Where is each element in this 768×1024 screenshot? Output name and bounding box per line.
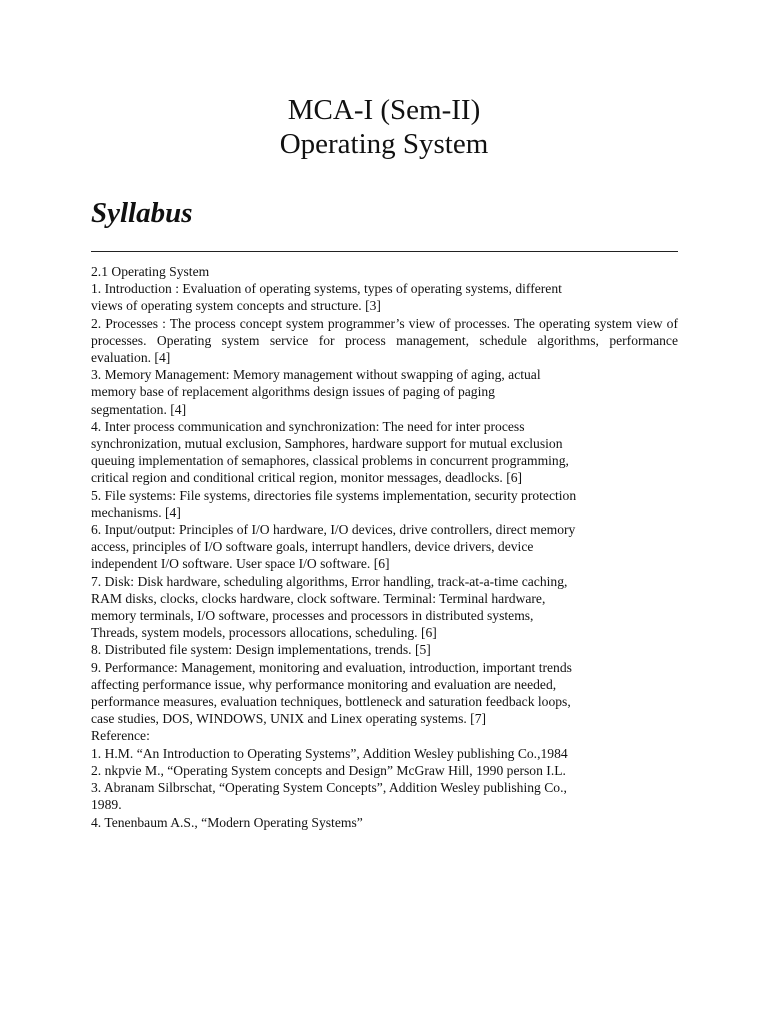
text-line: views of operating system concepts and structure. [3] <box>91 298 381 314</box>
text-paragraph-processes: 2. Processes : The process concept system programmer’s view of processes. The operating system view of processes. Operating system service for process management, schedule algorithms, performance evaluation. [4] <box>91 315 678 366</box>
reference-item: 2. nkpvie M., “Operating System concepts and Design” McGraw Hill, 1990 person I.L. <box>91 762 566 778</box>
text-line: 6. Input/output: Principles of I/O hardware, I/O devices, drive controllers, direct memory <box>91 522 576 538</box>
divider-line <box>91 251 678 252</box>
text-line: Threads, system models, processors allocations, scheduling. [6] <box>91 625 437 641</box>
subject-title: Operating System <box>279 128 489 160</box>
text-line: mechanisms. [4] <box>91 504 181 520</box>
text-line: queuing implementation of semaphores, classical problems in concurrent programming, <box>91 453 569 469</box>
section-heading-line: 2.1 Operating System <box>91 264 210 279</box>
text-line: performance measures, evaluation techniques, bottleneck and saturation feedback loops, <box>91 694 571 710</box>
syllabus-heading: Syllabus <box>91 197 193 229</box>
text-line: 5. File systems: File systems, directories file systems implementation, security protection <box>91 487 577 503</box>
text-line: affecting performance issue, why performance monitoring and evaluation are needed, <box>91 676 557 692</box>
document-title <box>0 93 768 161</box>
text-line: memory terminals, I/O software, processes and processors in distributed systems, <box>91 608 534 624</box>
reference-item: 1989. <box>91 797 122 813</box>
text-line: memory base of replacement algorithms design issues of paging of paging <box>91 384 495 400</box>
reference-item: 3. Abranam Silbrschat, “Operating System Concepts”, Addition Wesley publishing Co., <box>91 780 567 796</box>
reference-item: 1. H.M. “An Introduction to Operating Systems”, Addition Wesley publishing Co.,1984 <box>91 745 568 761</box>
text-line: 7. Disk: Disk hardware, scheduling algorithms, Error handling, track-at-a-time caching, <box>91 573 568 589</box>
course-title: MCA-I (Sem-II) <box>287 94 481 126</box>
text-line: independent I/O software. User space I/O software. [6] <box>91 556 390 572</box>
text-line: critical region and conditional critical region, monitor messages, deadlocks. [6] <box>91 470 523 486</box>
text-line: RAM disks, clocks, clocks hardware, clock software. Terminal: Terminal hardware, <box>91 590 546 606</box>
text-line: 9. Performance: Management, monitoring and evaluation, introduction, important trends <box>91 659 572 675</box>
syllabus-content <box>91 263 678 831</box>
text-line: access, principles of I/O software goals, interrupt handlers, device drivers, device <box>91 539 534 555</box>
text-line: 4. Inter process communication and synchronization: The need for inter process <box>91 418 525 434</box>
text-line: segmentation. [4] <box>91 401 187 417</box>
reference-heading: Reference: <box>91 728 150 744</box>
text-line: synchronization, mutual exclusion, Samphores, hardware support for mutual exclusion <box>91 436 563 452</box>
reference-item: 4. Tenenbaum A.S., “Modern Operating Systems” <box>91 814 363 830</box>
text-line: 1. Introduction : Evaluation of operating systems, types of operating systems, different <box>91 281 562 297</box>
text-line: 8. Distributed file system: Design implementations, trends. [5] <box>91 642 431 658</box>
text-line: case studies, DOS, WINDOWS, UNIX and Linex operating systems. [7] <box>91 711 487 727</box>
text-line: 3. Memory Management: Memory management without swapping of aging, actual <box>91 367 541 383</box>
